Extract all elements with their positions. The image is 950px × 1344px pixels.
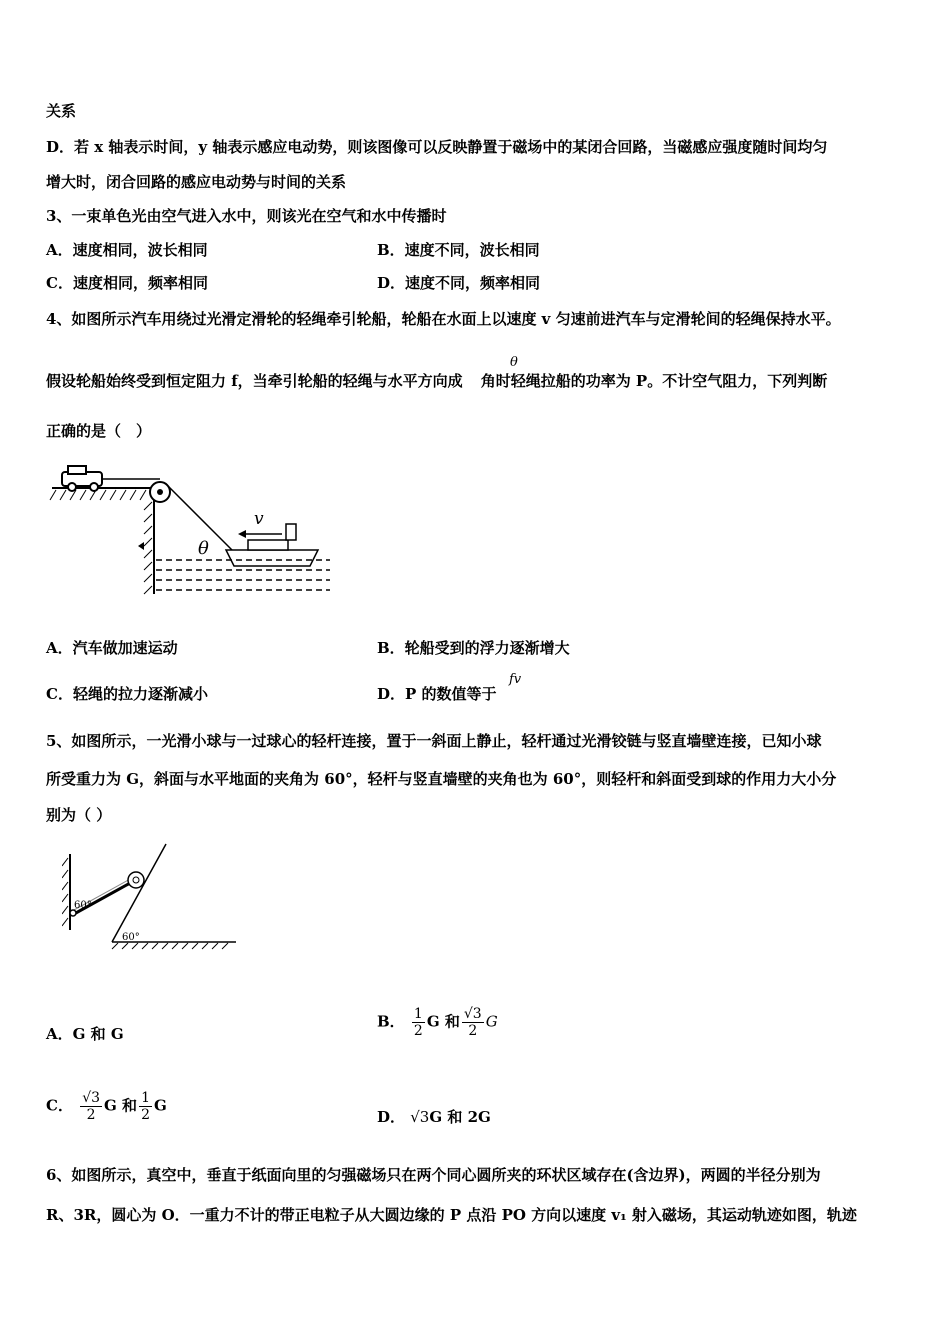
option-5b (377, 1006, 498, 1039)
option-5b-label: B． (377, 1012, 405, 1031)
text-fragment: G (485, 1012, 498, 1031)
option-5c (46, 1090, 167, 1123)
option-5d (377, 1107, 491, 1127)
fraction-numerator: 1 (141, 1090, 150, 1106)
text-line: 增大时，闭合回路的感应电动势与时间的关系 (46, 173, 347, 191)
question-4: 4、如图所示汽车用绕过光滑定滑轮的轻绳牵引轮船，轮船在水面上以速度 v 匀速前进汽车与定滑轮间的轻绳保持水平。 (46, 310, 841, 328)
question-5: 5、如图所示，一光滑小球与一过球心的轻杆连接，置于一斜面上静止，轻杆通过光滑铰链与竖直墙壁连接，已知小球 (46, 732, 822, 750)
fraction-half (139, 1090, 152, 1123)
fraction-numerator: 1 (413, 1006, 423, 1022)
option-5c-label: C． (46, 1096, 73, 1115)
question-6: 6、如图所示，真空中，垂直于纸面向里的匀强磁场只在两个同心圆所夹的环状区域存在(含边界)，两圆的半径分别为 (46, 1166, 821, 1184)
fraction-half (412, 1006, 425, 1039)
option-3c: C．速度相同，频率相同 (46, 274, 208, 292)
option-4b: B．轮船受到的浮力逐渐增大 (377, 639, 570, 657)
fraction-denominator: 2 (141, 1107, 150, 1123)
text-line: D．若 x 轴表示时间，y 轴表示感应电动势，则该图像可以反映静置于磁场中的某闭合回路，当磁感应强度随时间均匀 (46, 138, 828, 156)
figure-theta-label: θ (198, 538, 209, 559)
option-4c: C．轻绳的拉力逐渐减小 (46, 685, 208, 703)
figure-rod-ball-incline (62, 840, 242, 950)
text-line: 所受重力为 G，斜面与水平地面的夹角为 60°，轻杆与竖直墙壁的夹角也为 60°，则轻杆和斜面受到球的作用力大小分 (46, 770, 837, 788)
option-4d: D．P 的数值等于 (377, 685, 497, 703)
text-fragment: G 和 (104, 1096, 138, 1115)
text-line: 关系 (46, 102, 77, 120)
option-5a: A．G 和 G (46, 1025, 124, 1043)
fraction-denominator: 2 (86, 1107, 96, 1123)
text-fragment: 角时轻绳拉船的功率为 P。不计空气阻力，下列判断 (480, 372, 828, 390)
option-3d: D．速度不同，频率相同 (377, 274, 541, 292)
text-line: 正确的是（ ） (46, 422, 152, 440)
text-fragment: G (153, 1096, 167, 1115)
text-line: R、3R，圆心为 O．一重力不计的带正电粒子从大圆边缘的 P 点沿 PO 方向以速度 v₁ 射入磁场，其运动轨迹如图，轨迹 (46, 1206, 857, 1224)
fraction-root3-half (462, 1006, 484, 1039)
fraction-denominator: 2 (468, 1023, 478, 1039)
option-3a: A．速度相同，波长相同 (46, 241, 208, 259)
text-fragment: 假设轮船始终受到恒定阻力 f，当牵引轮船的轻绳与水平方向成 (46, 372, 463, 390)
text-line: 别为（ ） (46, 806, 112, 824)
option-4a: A．汽车做加速运动 (46, 639, 178, 657)
fraction-numerator: √3 (463, 1006, 482, 1022)
text-line (46, 371, 827, 391)
theta-symbol: θ (510, 355, 518, 370)
angle-label-ground: 60° (122, 932, 140, 943)
text-fragment: G 和 (426, 1012, 460, 1031)
figure-v-label: v (254, 509, 264, 529)
fraction-denominator: 2 (413, 1023, 423, 1039)
figure-car-boat (48, 462, 348, 602)
fraction-root3-half (80, 1090, 102, 1123)
angle-label-wall: 60° (74, 900, 92, 911)
fraction-numerator: √3 (82, 1090, 101, 1106)
question-3: 3、一束单色光由空气进入水中，则该光在空气和水中传播时 (46, 207, 447, 225)
text-fragment: G 和 2G (429, 1108, 491, 1126)
fv-formula: fv (509, 672, 522, 687)
root3-symbol: √3 (410, 1108, 430, 1126)
option-5d-label: D． (377, 1108, 406, 1126)
option-3b: B．速度不同，波长相同 (377, 241, 540, 259)
